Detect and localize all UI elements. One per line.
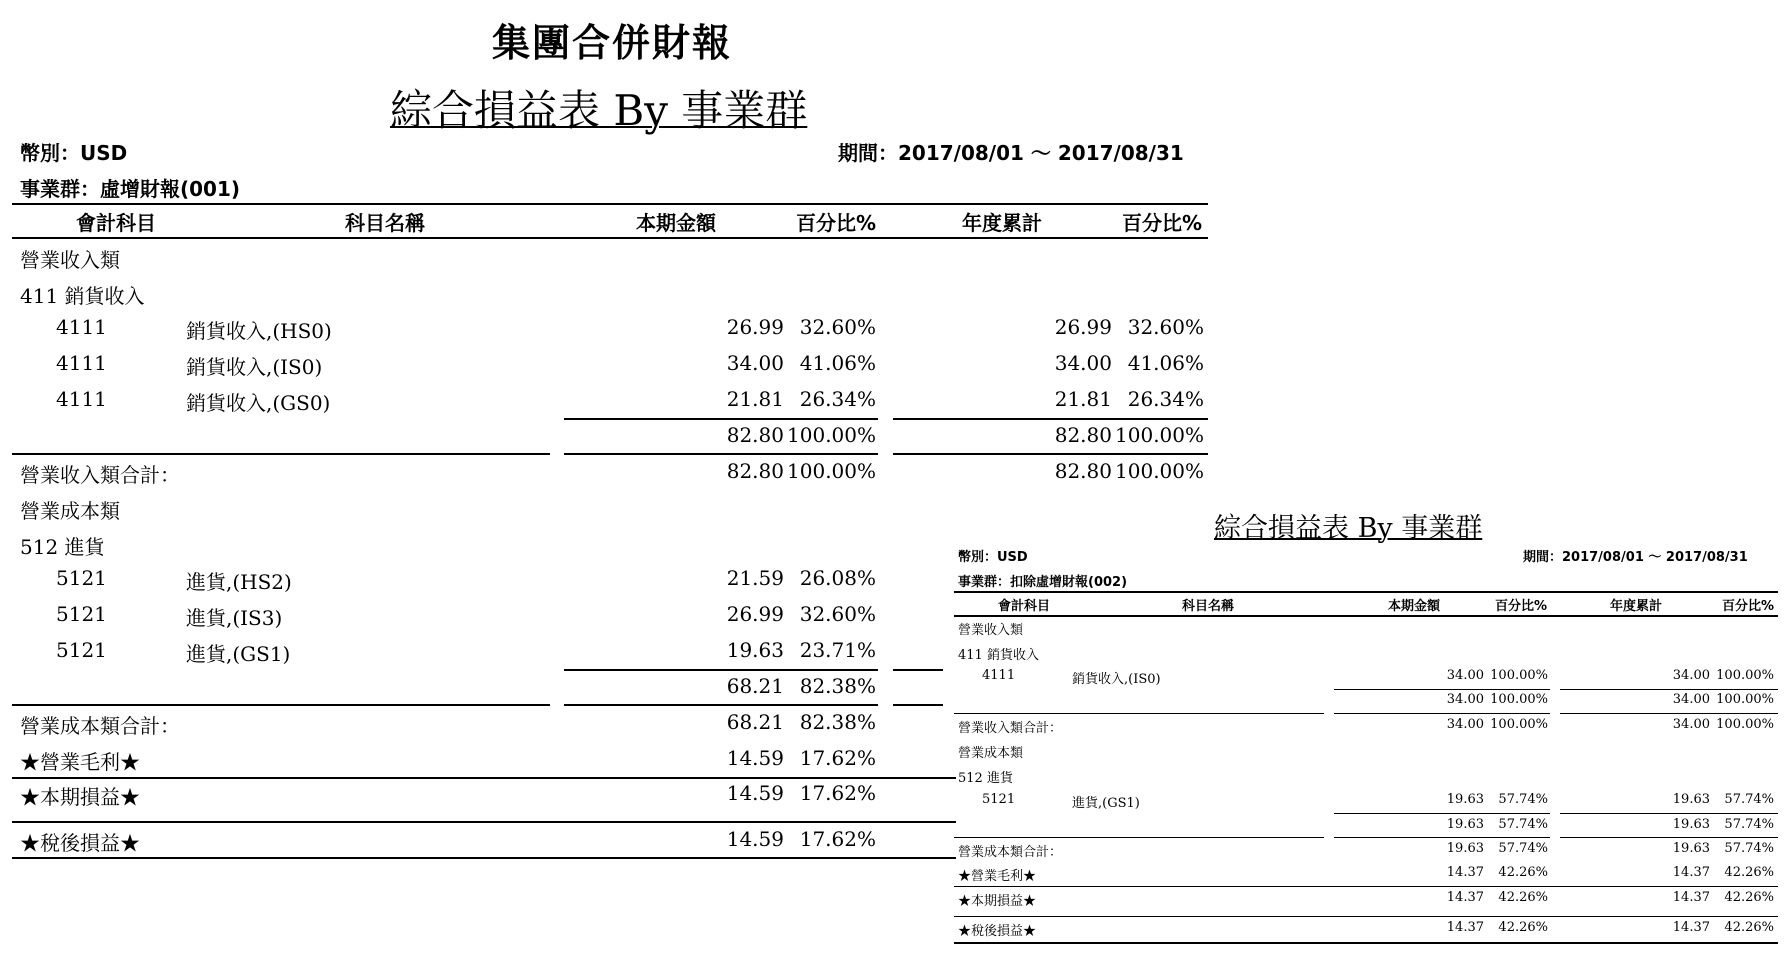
total-label: ★稅後損益★ — [958, 924, 1037, 939]
account-name: 進貨,(IS3) — [186, 606, 283, 630]
report-title: 綜合損益表 By 事業群 — [390, 86, 808, 135]
section-cost: 營業成本類 — [958, 746, 1024, 761]
account-code: 5121 — [56, 602, 107, 626]
amount: 34.00 — [726, 351, 784, 375]
ytd-amount: 19.63 — [1672, 817, 1710, 832]
ytd-percent: 57.74% — [1724, 817, 1774, 832]
total-rule — [954, 713, 1324, 714]
account-name: 進貨,(GS1) — [1072, 796, 1140, 811]
amount: 14.59 — [726, 746, 784, 770]
ytd-amount: 34.00 — [1672, 717, 1710, 732]
col-header-name: 科目名稱 — [1182, 599, 1235, 614]
amount: 21.81 — [726, 387, 784, 411]
ytd-percent: 32.60% — [1127, 315, 1204, 339]
percent: 26.08% — [799, 566, 876, 590]
percent: 17.62% — [799, 781, 876, 805]
total-rule — [893, 453, 1208, 455]
account-name: 進貨,(GS1) — [186, 642, 291, 666]
total-rule — [564, 453, 878, 455]
currency-label: 幣別：USD — [20, 141, 128, 165]
ytd-amount: 82.80 — [1054, 459, 1112, 483]
percent: 42.26% — [1498, 920, 1548, 935]
amount: 14.59 — [726, 781, 784, 805]
amount: 21.59 — [726, 566, 784, 590]
total-label: ★本期損益★ — [20, 785, 140, 809]
ytd-amount: 14.37 — [1672, 890, 1710, 905]
after-tax-rule — [954, 942, 1778, 944]
percent: 26.34% — [799, 387, 876, 411]
percent: 100.00% — [1490, 668, 1548, 683]
ytd-amount: 19.63 — [1672, 841, 1710, 856]
amount: 26.99 — [726, 602, 784, 626]
ytd-amount: 14.37 — [1672, 920, 1710, 935]
amount: 19.63 — [1446, 817, 1484, 832]
percent: 57.74% — [1498, 841, 1548, 856]
col-header-amount: 本期金額 — [636, 211, 716, 235]
ytd-amount: 14.37 — [1672, 865, 1710, 880]
gross-profit-rule — [12, 777, 956, 779]
total-rule — [564, 704, 878, 706]
ytd-percent: 57.74% — [1724, 792, 1774, 807]
total-label: ★營業毛利★ — [20, 750, 140, 774]
percent: 32.60% — [799, 602, 876, 626]
amount: 82.80 — [726, 423, 784, 447]
gross-profit-rule — [954, 886, 1778, 887]
ytd-amount: 34.00 — [1672, 668, 1710, 683]
amount: 14.37 — [1446, 920, 1484, 935]
ytd-percent: 100.00% — [1716, 717, 1774, 732]
total-label: 營業成本類合計： — [20, 714, 180, 738]
percent: 17.62% — [799, 827, 876, 851]
subsection-sales: 411 銷貨收入 — [958, 648, 1039, 663]
total-rule — [1334, 837, 1550, 838]
subtotal-rule — [564, 669, 878, 671]
period-label: 期間：2017/08/01 ～ 2017/08/31 — [1523, 550, 1748, 565]
period-label: 期間：2017/08/01 ～ 2017/08/31 — [838, 141, 1184, 165]
amount: 34.00 — [1446, 668, 1484, 683]
amount: 26.99 — [726, 315, 784, 339]
total-label: 營業收入類合計： — [958, 721, 1063, 736]
total-label: 營業收入類合計： — [20, 463, 180, 487]
report-title: 綜合損益表 By 事業群 — [1214, 513, 1483, 544]
col-header-ytd: 年度累計 — [962, 211, 1042, 235]
total-label: 營業成本類合計： — [958, 845, 1063, 860]
percent: 41.06% — [799, 351, 876, 375]
percent: 57.74% — [1498, 792, 1548, 807]
total-rule — [12, 704, 550, 706]
total-rule — [12, 453, 550, 455]
account-code: 5121 — [56, 566, 107, 590]
percent: 100.00% — [787, 459, 876, 483]
total-rule — [1560, 713, 1778, 714]
ytd-percent: 41.06% — [1127, 351, 1204, 375]
ytd-amount: 21.81 — [1054, 387, 1112, 411]
col-header-percent: 百分比% — [1494, 599, 1547, 614]
percent: 100.00% — [787, 423, 876, 447]
ytd-percent: 100.00% — [1716, 692, 1774, 707]
account-name: 銷貨收入,(IS0) — [1072, 672, 1161, 687]
subtotal-rule — [893, 669, 943, 671]
account-name: 進貨,(HS2) — [186, 570, 292, 594]
account-name: 銷貨收入,(GS0) — [186, 391, 331, 415]
ytd-percent: 100.00% — [1716, 668, 1774, 683]
ytd-percent: 42.26% — [1724, 920, 1774, 935]
subtotal-rule — [1334, 689, 1550, 690]
account-code: 4111 — [982, 668, 1016, 683]
subtotal-rule — [1560, 689, 1778, 690]
percent: 23.71% — [799, 638, 876, 662]
net-income-rule — [12, 821, 956, 823]
account-code: 4111 — [56, 351, 107, 375]
amount: 19.63 — [1446, 792, 1484, 807]
subtotal-rule — [893, 418, 1208, 420]
total-rule — [954, 837, 1324, 838]
header-top-rule — [12, 203, 1208, 205]
ytd-percent: 100.00% — [1115, 423, 1204, 447]
total-label: ★本期損益★ — [958, 894, 1037, 909]
total-label: ★稅後損益★ — [20, 831, 140, 855]
amount: 82.80 — [726, 459, 784, 483]
subtotal-rule — [564, 418, 878, 420]
amount: 19.63 — [726, 638, 784, 662]
amount: 14.37 — [1446, 890, 1484, 905]
col-header-percent: 百分比% — [795, 211, 876, 235]
account-name: 銷貨收入,(IS0) — [186, 355, 323, 379]
subtotal-rule — [1334, 813, 1550, 814]
amount: 14.37 — [1446, 865, 1484, 880]
percent: 42.26% — [1498, 890, 1548, 905]
subsection-purchases: 512 進貨 — [20, 535, 105, 559]
header-bottom-rule — [12, 237, 1208, 239]
ytd-amount: 82.80 — [1054, 423, 1112, 447]
currency-label: 幣別：USD — [958, 550, 1028, 565]
ytd-amount: 34.00 — [1054, 351, 1112, 375]
col-header-account: 會計科目 — [998, 599, 1051, 614]
account-code: 5121 — [982, 792, 1016, 807]
subsection-sales: 411 銷貨收入 — [20, 284, 145, 308]
ytd-percent: 57.74% — [1724, 841, 1774, 856]
col-header-name: 科目名稱 — [345, 211, 425, 235]
business-group-label: 事業群：扣除虛增財報(002) — [958, 575, 1128, 590]
ytd-percent: 42.26% — [1724, 890, 1774, 905]
total-rule — [893, 704, 943, 706]
ytd-percent: 100.00% — [1115, 459, 1204, 483]
section-revenue: 營業收入類 — [20, 248, 120, 272]
percent: 32.60% — [799, 315, 876, 339]
amount: 34.00 — [1446, 692, 1484, 707]
amount: 14.59 — [726, 827, 784, 851]
ytd-amount: 19.63 — [1672, 792, 1710, 807]
percent: 100.00% — [1490, 717, 1548, 732]
total-rule — [1560, 837, 1778, 838]
net-income-rule — [954, 916, 1778, 917]
col-header-ytd-percent: 百分比% — [1121, 211, 1202, 235]
ytd-percent: 42.26% — [1724, 865, 1774, 880]
amount: 68.21 — [726, 710, 784, 734]
ytd-amount: 26.99 — [1054, 315, 1112, 339]
header-top-rule — [954, 591, 1778, 593]
after-tax-rule — [12, 857, 956, 859]
percent: 57.74% — [1498, 817, 1548, 832]
percent: 17.62% — [799, 746, 876, 770]
header-bottom-rule — [954, 615, 1778, 617]
col-header-amount: 本期金額 — [1387, 599, 1440, 614]
subsection-purchases: 512 進貨 — [958, 771, 1013, 786]
account-code: 5121 — [56, 638, 107, 662]
col-header-ytd: 年度累計 — [1609, 599, 1662, 614]
percent: 82.38% — [799, 674, 876, 698]
ytd-percent: 26.34% — [1127, 387, 1204, 411]
account-code: 4111 — [56, 315, 107, 339]
account-name: 銷貨收入,(HS0) — [186, 319, 332, 343]
account-code: 4111 — [56, 387, 107, 411]
total-rule — [1334, 713, 1550, 714]
ytd-amount: 34.00 — [1672, 692, 1710, 707]
section-cost: 營業成本類 — [20, 499, 120, 523]
business-group-label: 事業群：虛增財報(001) — [20, 177, 241, 201]
amount: 19.63 — [1446, 841, 1484, 856]
subtotal-rule — [1560, 813, 1778, 814]
percent: 82.38% — [799, 710, 876, 734]
percent: 42.26% — [1498, 865, 1548, 880]
page-title: 集團合併財報 — [492, 21, 733, 65]
amount: 34.00 — [1446, 717, 1484, 732]
amount: 68.21 — [726, 674, 784, 698]
col-header-account: 會計科目 — [76, 211, 156, 235]
total-label: ★營業毛利★ — [958, 869, 1037, 884]
percent: 100.00% — [1490, 692, 1548, 707]
col-header-ytd-percent: 百分比% — [1721, 599, 1774, 614]
section-revenue: 營業收入類 — [958, 623, 1024, 638]
